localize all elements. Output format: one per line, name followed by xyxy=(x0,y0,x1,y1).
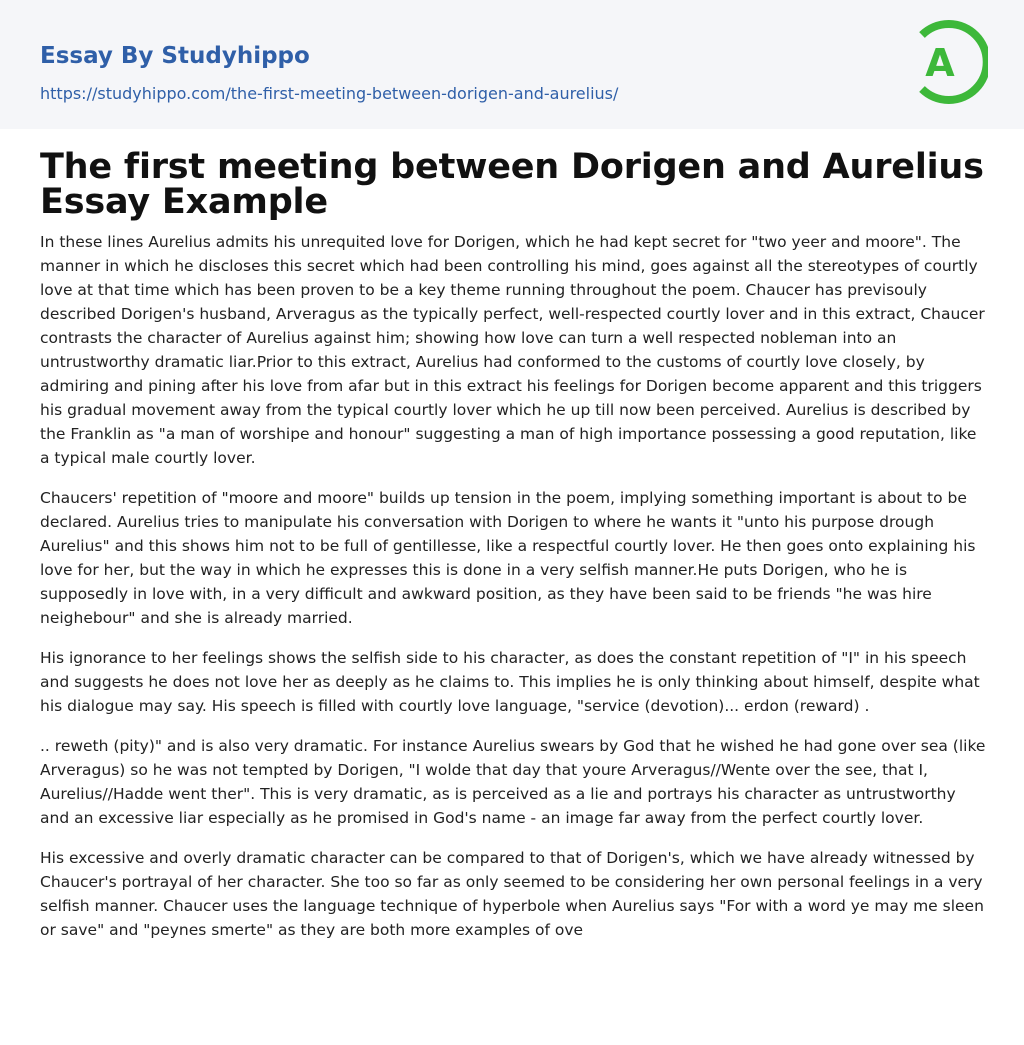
article-content xyxy=(40,147,988,958)
article-paragraph: .. reweth (pity)" and is also very dramatic. For instance Aurelius swears by God that he wished he had gone over sea (like Arveragus) so he was not tempted by Dorigen, "I wolde that day that youre Arveragus//Wente over the see, that I, Aurelius//Hadde went ther". This is very dramatic, as is perceived as a lie and portrays his character as untrustworthy and an excessive liar especially as he promised in God's name - an image far away from the perfect courtly lover. xyxy=(40,737,986,827)
article-paragraph: Chaucers' repetition of "moore and moore" builds up tension in the poem, implying something important is about to be declared. Aurelius tries to manipulate his conversation with Dorigen to where he wants it "unto his purpose drough Aurelius" and this shows him not to be full of gentillesse, like a respectful courtly lover. He then goes onto explaining his love for her, but the way in which he expresses this is done in a very selfish manner.He puts Dorigen, who he is supposedly in love with, in a very difficult and awkward position, as they have been said to be friends "he was hire neighebour" and she is already married. xyxy=(40,489,976,627)
logo-ring-icon xyxy=(910,18,988,106)
article-url-link[interactable]: https://studyhippo.com/the-first-meeting-between-dorigen-and-aurelius/ xyxy=(40,84,619,103)
studyhippo-logo[interactable] xyxy=(910,18,988,106)
site-name[interactable]: Essay By Studyhippo xyxy=(40,43,310,69)
logo-letter: A xyxy=(925,41,955,85)
article-paragraph: In these lines Aurelius admits his unrequited love for Dorigen, which he had kept secret for "two yeer and moore". The manner in which he discloses this secret which had been controlling his mind, goes against all the stereotypes of courtly love at that time which has been proven to be a key theme running throughout the poem. Chaucer has previsouly described Dorigen's husband, Arveragus as the typically perfect, well-respected courtly lover and in this extract, Chaucer contrasts the character of Aurelius against him; showing how love can turn a well respected nobleman into an untrustworthy dramatic liar.Prior to this extract, Aurelius had conformed to the customs of courtly love closely, by admiring and pining after his love from afar but in this extract his feelings for Dorigen become apparent and this triggers his gradual movement away from the typical courtly lover which he up till now been perceived. Aurelius is described by the Franklin as "a man of worshipe and honour" suggesting a man of high importance possessing a good reputation, like a typical male courtly lover. xyxy=(40,233,985,467)
article-title: The first meeting between Dorigen and Aurelius Essay Example xyxy=(40,147,984,222)
site-header xyxy=(0,0,1024,129)
article-paragraph: His excessive and overly dramatic character can be compared to that of Dorigen's, which we have already witnessed by Chaucer's portrayal of her character. She too so far as only seemed to be considering her own personal feelings in a very selfish manner. Chaucer uses the language technique of hyperbole when Aurelius says "For with a word ye may me sleen or save" and "peynes smerte" as they are both more examples of ove xyxy=(40,849,984,939)
article-paragraph: His ignorance to her feelings shows the selfish side to his character, as does the constant repetition of "I" in his speech and suggests he does not love her as deeply as he claims to. This implies he is only thinking about himself, despite what his dialogue may say. His speech is filled with courtly love language, "service (devotion)... erdon (reward) . xyxy=(40,649,980,715)
